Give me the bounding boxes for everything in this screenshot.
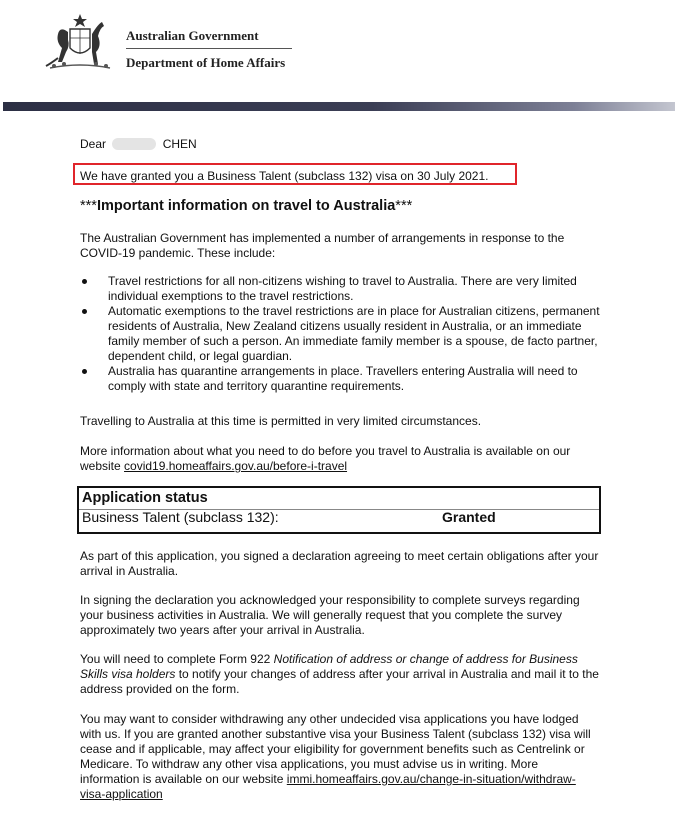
important-heading: [80, 199, 412, 214]
salutation: [80, 137, 610, 152]
form-text-start: You will need to complete Form 922: [80, 652, 274, 666]
status-badge: Granted: [442, 509, 496, 525]
form-922-paragraph: [80, 652, 600, 697]
important-prefix: ***: [80, 198, 97, 214]
covid-info-link[interactable]: covid19.homeaffairs.gov.au/before-i-travel: [124, 459, 348, 473]
surveys-paragraph: In signing the declaration you acknowledged your responsibility to complete surveys regarding your business activities in Australia. We will generally request that you complete the survey approximately two years after your arrival in Australia.: [80, 593, 580, 637]
salutation-word: Dear: [80, 137, 107, 151]
header-bar: [3, 102, 675, 111]
withdraw-text: You may want to consider withdrawing any other undecided visa applications you have lodged with us. If you are granted another substantive visa your Business Talent (subclass 132) visa will cease and if applicable, may affect your eligibility for government benefits such as Centrelink or Medicare. To withdraw any other visa applications, you must advise us in writing. More information is available on our website: [80, 712, 591, 786]
form-text-end: to notify your changes of address after your arrival in Australia and mail it to the address provided on the form.: [80, 667, 599, 696]
letterhead: [0, 0, 679, 100]
important-title: Important information on travel to Australia: [96, 198, 396, 214]
letter-body: [80, 137, 610, 801]
grant-statement: We have granted you a Business Talent (subclass 132) visa on 30 July 2021.: [80, 169, 489, 183]
redacted-name: [112, 138, 156, 150]
intro-paragraph: The Australian Government has implemented a number of arrangements in response to the COVID-19 pandemic. These include:: [80, 231, 565, 260]
form-title: Notification of address or change of address for Business Skills visa holders: [80, 652, 578, 681]
department-name: Department of Home Affairs: [126, 55, 286, 70]
list-item: Australia has quarantine arrangements in place. Travellers entering Australia will need to comply with state and territory quarantine requirements.: [80, 364, 610, 394]
status-title: Application status: [82, 490, 208, 506]
recipient-surname: CHEN: [162, 137, 197, 151]
withdraw-info-link[interactable]: immi.homeaffairs.gov.au/change-in-situation/withdraw-visa-application: [80, 772, 576, 801]
list-item: Automatic exemptions to the travel restrictions are in place for Australian citizens, permanent residents of Australia, New Zealand citizens usually resident in Australia, or an immediate family member of such a person. An immediate family member is a spouse, de facto partner, dependent child, or legal guardian.: [80, 304, 610, 364]
travel-permitted-paragraph: Travelling to Australia at this time is permitted in very limited circumstances.: [80, 414, 482, 428]
coat-of-arms-icon: [40, 12, 120, 72]
restrictions-list: [80, 274, 610, 394]
status-visa-label: Business Talent (subclass 132):: [82, 509, 279, 525]
more-info-paragraph: [80, 444, 600, 474]
application-status-box: [77, 486, 601, 534]
list-item: Travel restrictions for all non-citizens wishing to travel to Australia. There are very limited individual exemptions to the travel restrictions.: [80, 274, 610, 304]
withdraw-paragraph: [80, 712, 600, 802]
declaration-paragraph: As part of this application, you signed a declaration agreeing to meet certain obligations after your arrival in Australia.: [80, 549, 599, 578]
important-suffix: ***: [395, 198, 413, 214]
letterhead-divider: [126, 48, 292, 49]
government-name: Australian Government: [126, 28, 259, 43]
more-info-text: More information about what you need to do before you travel to Australia is available on our website: [80, 444, 571, 473]
